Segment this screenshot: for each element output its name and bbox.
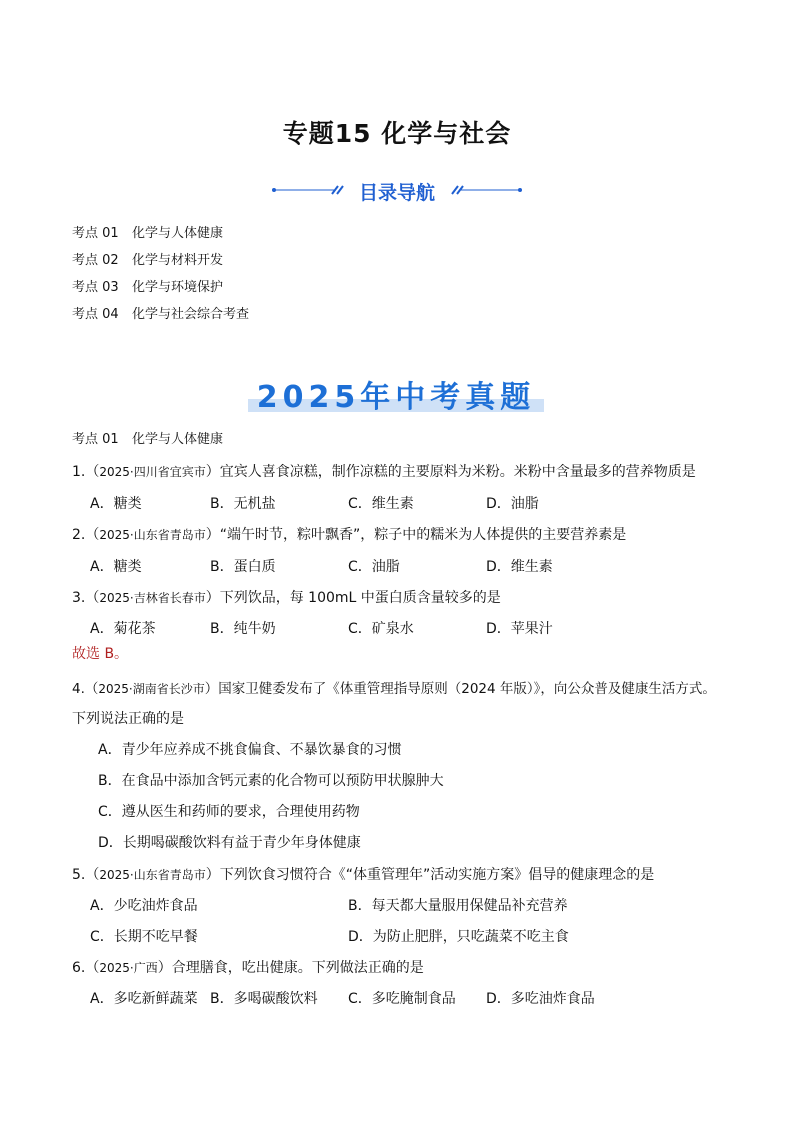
option-c[interactable]: C．维生素 <box>348 496 414 512</box>
option-b[interactable]: B．在食品中添加含钙元素的化合物可以预防甲状腺肿大 <box>98 773 444 789</box>
section-heading <box>72 428 223 447</box>
banner-title: 2025年中考真题 <box>256 380 536 415</box>
option-d[interactable]: D．维生素 <box>486 559 553 575</box>
option-b[interactable]: B．多喝碳酸饮料 <box>210 991 318 1007</box>
question-number: 5.（ <box>72 867 100 883</box>
question-number: 4.（ <box>72 681 99 697</box>
option-b[interactable]: B．蛋白质 <box>210 559 276 575</box>
question-text: ）国家卫健委发布了《体重管理指导原则（2024 年版）》，向公众普及健康生活方式。 <box>204 681 716 697</box>
option-b[interactable]: B．无机盐 <box>210 496 276 512</box>
question-text: ）合理膳食，吃出健康。下列做法正确的是 <box>157 960 424 976</box>
question-source: 2025·山东省青岛市 <box>99 868 206 882</box>
question-text: ）“端午时节，粽叶飘香”，粽子中的糯米为人体提供的主要营养素是 <box>205 527 627 543</box>
option-a[interactable]: A．少吃油炸食品 <box>90 898 198 914</box>
question-2-stem <box>72 524 626 544</box>
option-c[interactable]: C．油脂 <box>348 559 400 575</box>
toc-key: 考点 01 <box>72 226 119 241</box>
nav-title: 目录导航 <box>358 182 435 204</box>
option-c[interactable]: C．多吃腌制食品 <box>348 991 456 1007</box>
question-4-stem-line2: 下列说法正确的是 <box>72 711 184 727</box>
question-5-stem <box>72 864 654 884</box>
question-text: ）下列饮品，每 100mL 中蛋白质含量较多的是 <box>205 590 501 606</box>
question-3-stem <box>72 587 501 607</box>
option-d[interactable]: D．苹果汁 <box>486 621 553 637</box>
option-b[interactable]: B．每天都大量服用保健品补充营养 <box>348 898 568 914</box>
option-c[interactable]: C．遵从医生和药师的要求，合理使用药物 <box>98 804 360 820</box>
option-b[interactable]: B．纯牛奶 <box>210 621 276 637</box>
option-d[interactable]: D．多吃油炸食品 <box>486 991 595 1007</box>
question-source: 2025·湖南省长沙市 <box>98 682 205 696</box>
toc-key: 考点 03 <box>72 280 119 295</box>
question-source: 2025·吉林省长春市 <box>99 591 206 605</box>
question-4-stem <box>72 677 716 697</box>
toc-label: 化学与社会综合考查 <box>132 307 250 322</box>
toc-key: 考点 04 <box>72 307 119 322</box>
toc-item-3[interactable] <box>72 276 223 295</box>
option-d[interactable]: D．油脂 <box>486 496 539 512</box>
option-c[interactable]: C．矿泉水 <box>348 621 414 637</box>
option-a[interactable]: A．菊花茶 <box>90 621 156 637</box>
option-a[interactable]: A．青少年应养成不挑食偏食、不暴饮暴食的习惯 <box>98 742 402 758</box>
question-number: 1.（ <box>72 464 100 480</box>
option-d[interactable]: D．长期喝碳酸饮料有益于青少年身体健康 <box>98 835 361 851</box>
toc-item-4[interactable] <box>72 303 249 322</box>
option-a[interactable]: A．糖类 <box>90 559 142 575</box>
toc-item-2[interactable] <box>72 249 223 268</box>
section-key: 考点 01 <box>72 432 119 447</box>
toc-label: 化学与环境保护 <box>132 280 224 295</box>
question-source: 2025·广西 <box>99 961 158 975</box>
nav-header <box>0 178 794 204</box>
question-number: 2.（ <box>72 527 100 543</box>
toc-item-1[interactable] <box>72 222 223 241</box>
toc-label: 化学与材料开发 <box>132 253 224 268</box>
option-c[interactable]: C．长期不吃早餐 <box>90 929 198 945</box>
option-d[interactable]: D．为防止肥胖，只吃蔬菜不吃主食 <box>348 929 569 945</box>
toc-label: 化学与人体健康 <box>132 226 224 241</box>
question-6-stem <box>72 957 424 977</box>
question-1-stem <box>72 461 696 481</box>
question-number: 6.（ <box>72 960 100 976</box>
question-text: ）宜宾人喜食凉糕，制作凉糕的主要原料为米粉。米粉中含量最多的营养物质是 <box>205 464 696 480</box>
question-text: ）下列饮食习惯符合《“体重管理年”活动实施方案》倡导的健康理念的是 <box>205 867 655 883</box>
question-source: 2025·山东省青岛市 <box>99 528 206 542</box>
section-banner <box>248 372 544 414</box>
answer-note: 故选 B。 <box>72 646 129 662</box>
section-label: 化学与人体健康 <box>132 432 224 447</box>
option-a[interactable]: A．糖类 <box>90 496 142 512</box>
option-a[interactable]: A．多吃新鲜蔬菜 <box>90 991 198 1007</box>
question-source: 2025·四川省宜宾市 <box>99 465 206 479</box>
page-title: 专题15 化学与社会 <box>282 119 512 148</box>
toc-key: 考点 02 <box>72 253 119 268</box>
question-number: 3.（ <box>72 590 100 606</box>
